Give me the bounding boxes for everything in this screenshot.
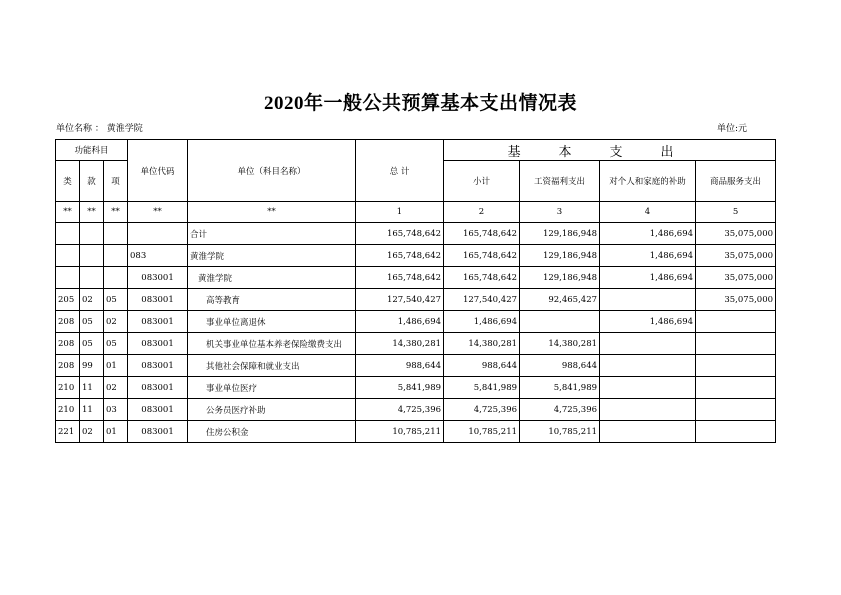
total-cell: 5,841,989 <box>356 377 444 399</box>
total-cell: 10,785,211 <box>356 421 444 443</box>
salary-cell: 5,841,989 <box>520 377 600 399</box>
subtotal-cell: 5,841,989 <box>444 377 520 399</box>
code-cell: 083001 <box>128 289 188 311</box>
total-header: 总 计 <box>356 140 444 202</box>
code-cell: 083001 <box>128 355 188 377</box>
unit-name-label: 单位名称 ： 黄淮学院 <box>56 124 143 134</box>
personal-header: 对个人和家庭的补助 <box>600 161 696 202</box>
table-row <box>56 377 776 399</box>
stars-cell: ** <box>80 202 104 223</box>
kuan-cell: 02 <box>80 289 104 311</box>
col-number: 3 <box>520 202 600 223</box>
name-cell: 合计 <box>188 223 356 245</box>
lei-cell: 210 <box>56 399 80 421</box>
table-row <box>56 223 776 245</box>
basic-expenditure-header: 基本支出 <box>444 140 776 161</box>
total-cell: 165,748,642 <box>356 223 444 245</box>
subtotal-header: 小计 <box>444 161 520 202</box>
code-cell: 083001 <box>128 399 188 421</box>
subtotal-cell: 127,540,427 <box>444 289 520 311</box>
name-cell: 事业单位离退休 <box>188 311 356 333</box>
personal-cell <box>600 421 696 443</box>
personal-cell <box>600 399 696 421</box>
lei-cell: 208 <box>56 333 80 355</box>
kuan-cell <box>80 267 104 289</box>
total-cell: 165,748,642 <box>356 245 444 267</box>
col-number: 2 <box>444 202 520 223</box>
kuan-cell <box>80 245 104 267</box>
salary-cell: 988,644 <box>520 355 600 377</box>
personal-cell <box>600 377 696 399</box>
lei-cell <box>56 245 80 267</box>
table-row <box>56 245 776 267</box>
kuan-cell: 02 <box>80 421 104 443</box>
code-cell: 083 <box>128 245 188 267</box>
subtotal-cell: 4,725,396 <box>444 399 520 421</box>
name-cell: 机关事业单位基本养老保险缴费支出 <box>188 333 356 355</box>
total-cell: 14,380,281 <box>356 333 444 355</box>
lei-cell <box>56 267 80 289</box>
table-row <box>56 311 776 333</box>
kuan-cell: 11 <box>80 399 104 421</box>
personal-cell <box>600 355 696 377</box>
kuan-cell: 99 <box>80 355 104 377</box>
subtotal-cell: 165,748,642 <box>444 223 520 245</box>
kuan-cell <box>80 223 104 245</box>
xiang-cell: 05 <box>104 289 128 311</box>
total-cell: 127,540,427 <box>356 289 444 311</box>
kuan-cell: 05 <box>80 333 104 355</box>
salary-header: 工资福利支出 <box>520 161 600 202</box>
goods-header: 商品服务支出 <box>696 161 776 202</box>
goods-cell <box>696 399 776 421</box>
goods-cell <box>696 333 776 355</box>
xiang-cell: 02 <box>104 377 128 399</box>
column-number-row <box>56 202 776 223</box>
code-cell: 083001 <box>128 311 188 333</box>
salary-cell: 4,725,396 <box>520 399 600 421</box>
stars-cell: ** <box>188 202 356 223</box>
xiang-cell: 01 <box>104 355 128 377</box>
subtotal-cell: 165,748,642 <box>444 245 520 267</box>
code-cell: 083001 <box>128 267 188 289</box>
name-cell: 公务员医疗补助 <box>188 399 356 421</box>
col-number: 4 <box>600 202 696 223</box>
total-cell: 1,486,694 <box>356 311 444 333</box>
page-title: 2020年一般公共预算基本支出情况表 <box>263 93 577 114</box>
salary-cell: 14,380,281 <box>520 333 600 355</box>
goods-cell <box>696 421 776 443</box>
currency-unit-label: 单位:元 <box>717 124 748 134</box>
xiang-cell <box>104 245 128 267</box>
lei-cell: 221 <box>56 421 80 443</box>
table-row <box>56 421 776 443</box>
lei-cell: 205 <box>56 289 80 311</box>
name-cell: 住房公积金 <box>188 421 356 443</box>
subtotal-cell: 165,748,642 <box>444 267 520 289</box>
xiang-cell: 03 <box>104 399 128 421</box>
goods-cell: 35,075,000 <box>696 245 776 267</box>
xiang-cell: 01 <box>104 421 128 443</box>
personal-cell: 1,486,694 <box>600 267 696 289</box>
xiang-cell: 05 <box>104 333 128 355</box>
goods-cell <box>696 311 776 333</box>
unit-code-header: 单位代码 <box>128 140 188 202</box>
salary-cell: 129,186,948 <box>520 223 600 245</box>
lei-header: 类 <box>56 161 80 202</box>
col-number: 1 <box>356 202 444 223</box>
table-row <box>56 399 776 421</box>
xiang-cell <box>104 223 128 245</box>
kuan-cell: 11 <box>80 377 104 399</box>
stars-cell: ** <box>128 202 188 223</box>
code-cell: 083001 <box>128 421 188 443</box>
salary-cell: 92,465,427 <box>520 289 600 311</box>
salary-cell <box>520 311 600 333</box>
total-cell: 165,748,642 <box>356 267 444 289</box>
lei-cell: 208 <box>56 311 80 333</box>
personal-cell: 1,486,694 <box>600 223 696 245</box>
code-cell: 083001 <box>128 333 188 355</box>
name-cell: 事业单位医疗 <box>188 377 356 399</box>
salary-cell: 129,186,948 <box>520 245 600 267</box>
budget-table <box>55 139 776 443</box>
unit-name-header: 单位（科目名称） <box>188 140 356 202</box>
personal-cell <box>600 289 696 311</box>
goods-cell: 35,075,000 <box>696 267 776 289</box>
salary-cell: 129,186,948 <box>520 267 600 289</box>
name-cell: 高等教育 <box>188 289 356 311</box>
code-cell <box>128 223 188 245</box>
lei-cell <box>56 223 80 245</box>
header-row-1 <box>56 140 776 161</box>
total-cell: 988,644 <box>356 355 444 377</box>
subtotal-cell: 1,486,694 <box>444 311 520 333</box>
personal-cell: 1,486,694 <box>600 311 696 333</box>
subtotal-cell: 10,785,211 <box>444 421 520 443</box>
goods-cell: 35,075,000 <box>696 289 776 311</box>
subtotal-cell: 14,380,281 <box>444 333 520 355</box>
total-cell: 4,725,396 <box>356 399 444 421</box>
goods-cell <box>696 377 776 399</box>
table-row <box>56 289 776 311</box>
salary-cell: 10,785,211 <box>520 421 600 443</box>
kuan-cell: 05 <box>80 311 104 333</box>
xiang-header: 项 <box>104 161 128 202</box>
stars-cell: ** <box>104 202 128 223</box>
xiang-cell <box>104 267 128 289</box>
stars-cell: ** <box>56 202 80 223</box>
func-subject-header: 功能科目 <box>56 140 128 161</box>
xiang-cell: 02 <box>104 311 128 333</box>
lei-cell: 208 <box>56 355 80 377</box>
col-number: 5 <box>696 202 776 223</box>
code-cell: 083001 <box>128 377 188 399</box>
name-cell: 其他社会保障和就业支出 <box>188 355 356 377</box>
table-row <box>56 333 776 355</box>
goods-cell: 35,075,000 <box>696 223 776 245</box>
goods-cell <box>696 355 776 377</box>
table-row <box>56 355 776 377</box>
personal-cell: 1,486,694 <box>600 245 696 267</box>
name-cell: 黄淮学院 <box>188 267 356 289</box>
table-row <box>56 267 776 289</box>
name-cell: 黄淮学院 <box>188 245 356 267</box>
personal-cell <box>600 333 696 355</box>
kuan-header: 款 <box>80 161 104 202</box>
subtotal-cell: 988,644 <box>444 355 520 377</box>
lei-cell: 210 <box>56 377 80 399</box>
